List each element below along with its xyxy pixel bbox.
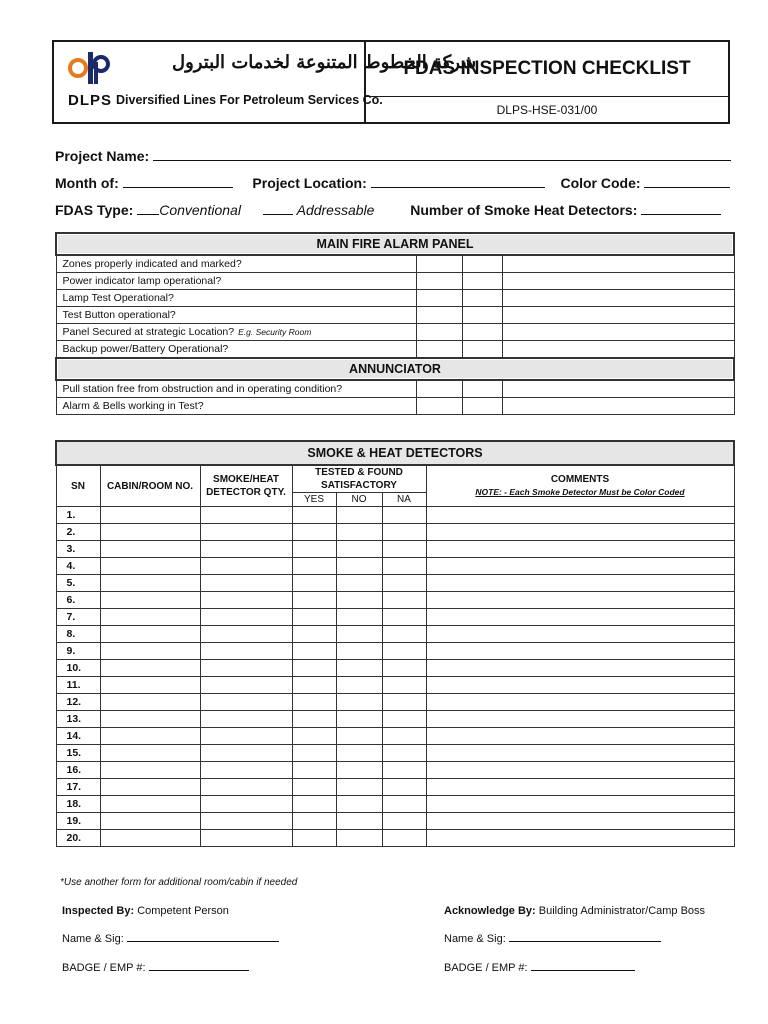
na-cell[interactable] <box>382 779 426 796</box>
row-number: 4. <box>56 558 100 575</box>
comment-cell[interactable] <box>502 341 734 359</box>
qty-cell[interactable] <box>200 677 292 694</box>
cabin-cell[interactable] <box>100 643 200 660</box>
row-number: 7. <box>56 609 100 626</box>
no-cell[interactable] <box>462 341 502 359</box>
col-na-header: NA <box>382 493 426 507</box>
color-code-label: Color Code: <box>560 175 641 191</box>
company-short-name: DLPS <box>68 92 113 109</box>
project-name-line <box>55 146 731 164</box>
yes-cell[interactable] <box>292 643 336 660</box>
qty-cell[interactable] <box>200 507 292 524</box>
row-number: 14. <box>56 728 100 745</box>
cabin-cell[interactable] <box>100 541 200 558</box>
table-row <box>56 507 734 524</box>
yes-cell[interactable] <box>292 524 336 541</box>
inspector-badge-field[interactable] <box>149 959 249 971</box>
na-cell[interactable] <box>382 558 426 575</box>
cabin-cell[interactable] <box>100 626 200 643</box>
comments-cell[interactable] <box>426 762 734 779</box>
na-cell[interactable] <box>382 507 426 524</box>
inspected-by-label: Inspected By: <box>62 905 135 917</box>
yes-cell[interactable] <box>292 830 336 847</box>
comments-cell[interactable] <box>426 541 734 558</box>
qty-cell[interactable] <box>200 626 292 643</box>
table-row <box>56 592 734 609</box>
no-cell[interactable] <box>336 728 382 745</box>
cabin-cell[interactable] <box>100 592 200 609</box>
checklist-item-text: Zones properly indicated and marked? <box>62 258 242 270</box>
fdas-type-label: FDAS Type: <box>55 202 134 218</box>
no-cell[interactable] <box>336 677 382 694</box>
table-row <box>56 660 734 677</box>
table-row <box>56 830 734 847</box>
panel-checklist-table <box>55 232 735 415</box>
yes-cell[interactable] <box>416 398 462 415</box>
yes-cell[interactable] <box>292 728 336 745</box>
month-location-color-line <box>55 173 730 191</box>
table-row <box>56 677 734 694</box>
no-cell[interactable] <box>336 745 382 762</box>
comments-cell[interactable] <box>426 728 734 745</box>
comments-label: COMMENTS <box>550 474 610 485</box>
row-number: 8. <box>56 626 100 643</box>
checklist-row <box>56 380 734 398</box>
cabin-cell[interactable] <box>100 830 200 847</box>
checklist-row <box>56 341 734 359</box>
inspector-name-sig-line <box>62 930 279 945</box>
cabin-cell[interactable] <box>100 677 200 694</box>
checklist-item <box>56 341 416 359</box>
yes-cell[interactable] <box>292 541 336 558</box>
checklist-row <box>56 324 734 341</box>
comments-note: NOTE: - Each Smoke Detector Must be Color Coded <box>475 487 685 497</box>
table-row <box>56 745 734 762</box>
cabin-cell[interactable] <box>100 779 200 796</box>
cabin-cell[interactable] <box>100 660 200 677</box>
row-number: 17. <box>56 779 100 796</box>
no-cell[interactable] <box>462 398 502 415</box>
row-number: 2. <box>56 524 100 541</box>
cabin-cell[interactable] <box>100 745 200 762</box>
col-qty-header: SMOKE/HEAT DETECTOR QTY. <box>200 465 292 507</box>
no-cell[interactable] <box>336 592 382 609</box>
row-number: 1. <box>56 507 100 524</box>
col-tested-header: TESTED & FOUND SATISFACTORY <box>292 465 426 493</box>
na-cell[interactable] <box>382 813 426 830</box>
na-cell[interactable] <box>382 575 426 592</box>
company-name-english: Diversified Lines For Petroleum Services Co. <box>116 93 383 107</box>
row-number: 3. <box>56 541 100 558</box>
yes-cell[interactable] <box>416 273 462 290</box>
main-panel-title: MAIN FIRE ALARM PANEL <box>56 233 734 255</box>
cabin-cell[interactable] <box>100 575 200 592</box>
checklist-row <box>56 273 734 290</box>
row-number: 5. <box>56 575 100 592</box>
qty-cell[interactable] <box>200 728 292 745</box>
yes-cell[interactable] <box>292 626 336 643</box>
table-row <box>56 643 734 660</box>
acknowledger-name-sig-label: Name & Sig: <box>444 933 506 945</box>
no-cell[interactable] <box>336 762 382 779</box>
no-cell[interactable] <box>336 626 382 643</box>
comment-cell[interactable] <box>502 255 734 273</box>
acknowledge-by-label: Acknowledge By: <box>444 905 536 917</box>
qty-cell[interactable] <box>200 643 292 660</box>
comments-cell[interactable] <box>426 643 734 660</box>
table-row <box>56 796 734 813</box>
acknowledge-by-value: Building Administrator/Camp Boss <box>538 905 706 917</box>
qty-cell[interactable] <box>200 524 292 541</box>
company-name-arabic: شركة الخطوط المتنوعة لخدمات البترول <box>172 52 477 73</box>
col-no-header: NO <box>336 493 382 507</box>
cabin-cell[interactable] <box>100 558 200 575</box>
document-code: DLPS-HSE-031/00 <box>496 102 598 117</box>
checklist-row <box>56 290 734 307</box>
yes-cell[interactable] <box>292 558 336 575</box>
row-number: 16. <box>56 762 100 779</box>
no-cell[interactable] <box>336 524 382 541</box>
acknowledger-badge-label: BADGE / EMP #: <box>444 962 528 974</box>
no-cell[interactable] <box>462 290 502 307</box>
no-cell[interactable] <box>336 643 382 660</box>
page-title: FDAS INSPECTION CHECKLIST <box>366 42 728 97</box>
yes-cell[interactable] <box>292 609 336 626</box>
yes-cell[interactable] <box>292 779 336 796</box>
na-cell[interactable] <box>382 677 426 694</box>
project-name-field[interactable] <box>153 146 731 161</box>
comments-cell[interactable] <box>426 830 734 847</box>
yes-cell[interactable] <box>292 592 336 609</box>
conventional-label: Conventional <box>159 202 241 218</box>
checklist-item-text: Pull station free from obstruction and in operating condition? <box>56 380 416 398</box>
main-panel-rows <box>56 255 734 358</box>
yes-cell[interactable] <box>416 255 462 273</box>
row-number: 11. <box>56 677 100 694</box>
comments-cell[interactable] <box>426 796 734 813</box>
no-cell[interactable] <box>336 558 382 575</box>
inspector-badge-line <box>62 959 249 974</box>
row-number: 10. <box>56 660 100 677</box>
addressable-checkbox[interactable] <box>263 200 293 215</box>
no-cell[interactable] <box>336 694 382 711</box>
checklist-item-text: Lamp Test Operational? <box>62 292 174 304</box>
row-number: 12. <box>56 694 100 711</box>
checklist-row <box>56 398 734 415</box>
col-comments-header <box>426 465 734 507</box>
table-row <box>56 711 734 728</box>
cabin-cell[interactable] <box>100 728 200 745</box>
comments-cell[interactable] <box>426 745 734 762</box>
yes-cell[interactable] <box>416 380 462 398</box>
qty-cell[interactable] <box>200 762 292 779</box>
footnote: *Use another form for additional room/cabin if needed <box>60 877 298 888</box>
na-cell[interactable] <box>382 830 426 847</box>
acknowledger-name-sig-line <box>444 930 661 945</box>
table-row <box>56 762 734 779</box>
comment-cell[interactable] <box>502 380 734 398</box>
no-cell[interactable] <box>462 273 502 290</box>
acknowledger-badge-line <box>444 959 635 974</box>
no-cell[interactable] <box>336 575 382 592</box>
cabin-cell[interactable] <box>100 711 200 728</box>
fdas-type-line <box>55 200 721 218</box>
row-number: 18. <box>56 796 100 813</box>
yes-cell[interactable] <box>292 694 336 711</box>
comments-cell[interactable] <box>426 558 734 575</box>
checklist-item-text: Test Button operational? <box>62 309 176 321</box>
inspector-name-sig-field[interactable] <box>127 930 279 942</box>
qty-cell[interactable] <box>200 609 292 626</box>
cabin-cell[interactable] <box>100 609 200 626</box>
inspected-by-line <box>62 905 229 917</box>
cabin-cell[interactable] <box>100 813 200 830</box>
conventional-checkbox[interactable] <box>137 200 159 215</box>
detectors-title: SMOKE & HEAT DETECTORS <box>56 441 734 465</box>
no-cell[interactable] <box>336 796 382 813</box>
no-cell[interactable] <box>336 711 382 728</box>
no-cell[interactable] <box>336 541 382 558</box>
project-name-label: Project Name: <box>55 148 150 164</box>
comments-cell[interactable] <box>426 660 734 677</box>
row-number: 13. <box>56 711 100 728</box>
qty-cell[interactable] <box>200 558 292 575</box>
yes-cell[interactable] <box>292 507 336 524</box>
na-cell[interactable] <box>382 524 426 541</box>
qty-cell[interactable] <box>200 796 292 813</box>
no-cell[interactable] <box>462 307 502 324</box>
cabin-cell[interactable] <box>100 524 200 541</box>
comments-cell[interactable] <box>426 626 734 643</box>
table-row <box>56 575 734 592</box>
detector-rows <box>56 507 734 847</box>
table-row <box>56 728 734 745</box>
yes-cell[interactable] <box>416 341 462 359</box>
document-header <box>52 40 730 124</box>
row-number: 6. <box>56 592 100 609</box>
comments-cell[interactable] <box>426 575 734 592</box>
qty-cell[interactable] <box>200 745 292 762</box>
table-row <box>56 813 734 830</box>
na-cell[interactable] <box>382 711 426 728</box>
na-cell[interactable] <box>382 796 426 813</box>
month-of-field[interactable] <box>123 173 233 188</box>
col-cabin-header: CABIN/ROOM NO. <box>100 465 200 507</box>
comments-cell[interactable] <box>426 507 734 524</box>
qty-cell[interactable] <box>200 541 292 558</box>
acknowledger-badge-field[interactable] <box>531 959 635 971</box>
no-cell[interactable] <box>336 830 382 847</box>
table-row <box>56 609 734 626</box>
checklist-item <box>56 324 416 341</box>
num-detectors-label: Number of Smoke Heat Detectors: <box>410 202 638 218</box>
cabin-cell[interactable] <box>100 694 200 711</box>
comment-cell[interactable] <box>502 398 734 415</box>
checklist-item <box>56 255 416 273</box>
qty-cell[interactable] <box>200 592 292 609</box>
addressable-label: Addressable <box>296 202 375 218</box>
checklist-row <box>56 255 734 273</box>
comment-cell[interactable] <box>502 273 734 290</box>
acknowledger-name-sig-field[interactable] <box>509 930 661 942</box>
yes-cell[interactable] <box>416 307 462 324</box>
detectors-table <box>55 440 735 847</box>
na-cell[interactable] <box>382 694 426 711</box>
checklist-item <box>56 290 416 307</box>
row-number: 19. <box>56 813 100 830</box>
na-cell[interactable] <box>382 762 426 779</box>
row-number: 20. <box>56 830 100 847</box>
no-cell[interactable] <box>336 609 382 626</box>
checklist-item-text: Alarm & Bells working in Test? <box>56 398 416 415</box>
annunciator-title: ANNUNCIATOR <box>56 358 734 380</box>
na-cell[interactable] <box>382 609 426 626</box>
checklist-item <box>56 307 416 324</box>
comment-cell[interactable] <box>502 324 734 341</box>
table-row <box>56 694 734 711</box>
num-detectors-field[interactable] <box>641 200 721 215</box>
na-cell[interactable] <box>382 592 426 609</box>
yes-cell[interactable] <box>416 324 462 341</box>
checklist-item-note: E.g. Security Room <box>238 327 312 337</box>
table-row <box>56 558 734 575</box>
cabin-cell[interactable] <box>100 762 200 779</box>
checklist-item-text: Backup power/Battery Operational? <box>62 343 229 355</box>
na-cell[interactable] <box>382 728 426 745</box>
table-row <box>56 626 734 643</box>
yes-cell[interactable] <box>292 575 336 592</box>
no-cell[interactable] <box>336 813 382 830</box>
na-cell[interactable] <box>382 745 426 762</box>
table-row <box>56 524 734 541</box>
qty-cell[interactable] <box>200 813 292 830</box>
comments-cell[interactable] <box>426 779 734 796</box>
na-cell[interactable] <box>382 643 426 660</box>
checklist-item <box>56 273 416 290</box>
no-cell[interactable] <box>336 507 382 524</box>
checklist-row <box>56 307 734 324</box>
qty-cell[interactable] <box>200 779 292 796</box>
col-sn-header: SN <box>56 465 100 507</box>
qty-cell[interactable] <box>200 830 292 847</box>
inspector-name-sig-label: Name & Sig: <box>62 933 124 945</box>
company-logo-icon <box>68 48 112 88</box>
qty-cell[interactable] <box>200 711 292 728</box>
yes-cell[interactable] <box>292 660 336 677</box>
acknowledge-by-line <box>444 905 705 917</box>
cabin-cell[interactable] <box>100 507 200 524</box>
comments-cell[interactable] <box>426 813 734 830</box>
comment-cell[interactable] <box>502 307 734 324</box>
comments-cell[interactable] <box>426 711 734 728</box>
cabin-cell[interactable] <box>100 796 200 813</box>
table-row <box>56 779 734 796</box>
comments-cell[interactable] <box>426 609 734 626</box>
na-cell[interactable] <box>382 626 426 643</box>
yes-cell[interactable] <box>292 813 336 830</box>
row-number: 15. <box>56 745 100 762</box>
color-code-field[interactable] <box>644 173 730 188</box>
yes-cell[interactable] <box>292 711 336 728</box>
comments-cell[interactable] <box>426 592 734 609</box>
checklist-item-text: Panel Secured at strategic Location? <box>62 326 235 338</box>
qty-cell[interactable] <box>200 660 292 677</box>
no-cell[interactable] <box>462 255 502 273</box>
project-location-field[interactable] <box>371 173 545 188</box>
inspected-by-value: Competent Person <box>137 905 229 917</box>
inspector-badge-label: BADGE / EMP #: <box>62 962 146 974</box>
no-cell[interactable] <box>462 324 502 341</box>
table-row <box>56 541 734 558</box>
comments-cell[interactable] <box>426 524 734 541</box>
qty-cell[interactable] <box>200 575 292 592</box>
qty-cell[interactable] <box>200 694 292 711</box>
row-number: 9. <box>56 643 100 660</box>
comments-cell[interactable] <box>426 694 734 711</box>
yes-cell[interactable] <box>292 677 336 694</box>
no-cell[interactable] <box>462 380 502 398</box>
no-cell[interactable] <box>336 660 382 677</box>
yes-cell[interactable] <box>416 290 462 307</box>
na-cell[interactable] <box>382 660 426 677</box>
yes-cell[interactable] <box>292 745 336 762</box>
month-of-label: Month of: <box>55 175 119 191</box>
project-location-label: Project Location: <box>252 175 367 191</box>
yes-cell[interactable] <box>292 762 336 779</box>
annunciator-rows <box>56 380 734 415</box>
col-yes-header: YES <box>292 493 336 507</box>
company-logo-block <box>54 42 477 122</box>
checklist-item-text: Power indicator lamp operational? <box>62 275 222 287</box>
na-cell[interactable] <box>382 541 426 558</box>
comments-cell[interactable] <box>426 677 734 694</box>
yes-cell[interactable] <box>292 796 336 813</box>
no-cell[interactable] <box>336 779 382 796</box>
comment-cell[interactable] <box>502 290 734 307</box>
